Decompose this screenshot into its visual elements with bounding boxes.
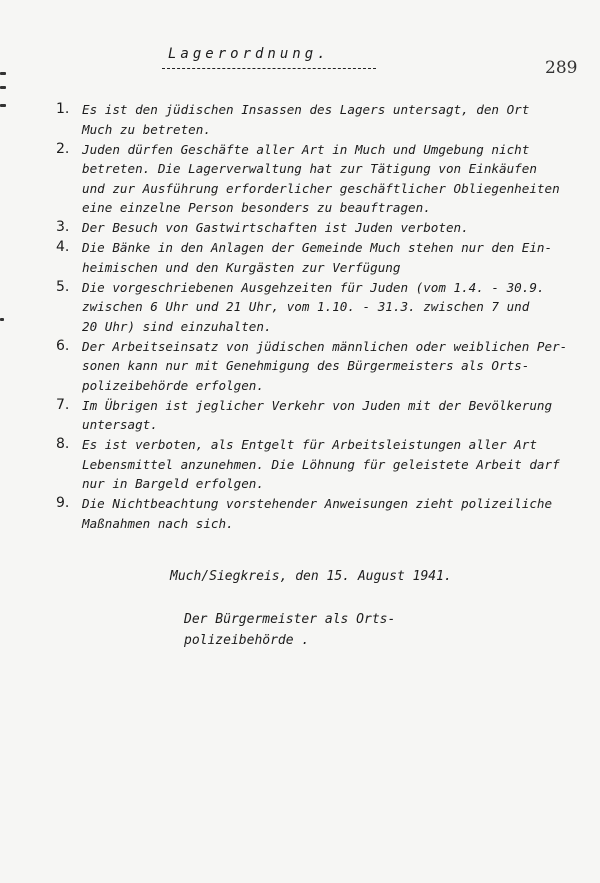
rule-text: Die vorgeschriebenen Ausgehzeiten für Juden (vom 1.4. - 30.9. zwischen 6 Uhr und 21 Uhr, vom 1.10. - 31.3. zwischen 7 und 20 Uhr) sind einzuhalten. (82, 279, 545, 334)
title-underline (162, 68, 376, 69)
rule-number: 3. (56, 219, 70, 235)
rule-item (52, 494, 592, 533)
rule-item (52, 140, 592, 218)
rule-item (52, 435, 592, 494)
rule-text: Die Bänke in den Anlagen der Gemeinde Much stehen nur den Ein- heimischen und den Kurgästen zur Verfügung (82, 240, 553, 275)
rule-item (52, 100, 592, 139)
rule-text: Die Nichtbeachtung vorstehender Anweisungen zieht polizeiliche Maßnahmen nach sich. (82, 496, 553, 531)
rule-text: Der Arbeitseinsatz von jüdischen männlichen oder weiblichen Per- sonen kann nur mit Genehmigung des Bürgermeisters als Orts- polizeibehörde erfolgen. (82, 338, 568, 393)
rule-item (52, 278, 592, 337)
rule-item (52, 396, 592, 435)
page-number: 289 (545, 58, 578, 78)
punch-hole-mark (0, 72, 6, 75)
place-date: Much/Siegkreis, den 15. August 1941. (170, 569, 452, 584)
rule-item (52, 337, 592, 396)
punch-hole-mark (0, 318, 4, 321)
rule-text: Der Besuch von Gastwirtschaften ist Juden verboten. (82, 220, 469, 235)
punch-hole-mark (0, 86, 6, 89)
rule-text: Es ist verboten, als Entgelt für Arbeitsleistungen aller Art Lebensmittel anzunehmen. Die Löhnung für geleistete Arbeit darf nur in Bargeld erfolgen. (82, 437, 560, 491)
signature-block: Der Bürgermeister als Orts- polizeibehörde . (184, 612, 396, 648)
rule-number: 5. (56, 278, 70, 295)
rule-text: Im Übrigen ist jeglicher Verkehr von Juden mit der Bevölkerung untersagt. (82, 397, 553, 432)
rule-number: 4. (56, 239, 70, 255)
rule-item (52, 238, 592, 277)
rule-number: 2. (56, 140, 70, 157)
rule-number: 1. (56, 101, 70, 117)
rule-text: Es ist den jüdischen Insassen des Lagers untersagt, den Ort Much zu betreten. (82, 102, 530, 137)
punch-hole-mark (0, 104, 6, 107)
rule-number: 6. (56, 337, 70, 354)
rule-number: 7. (56, 396, 70, 413)
rules-list (52, 100, 592, 534)
rule-text: Juden dürfen Geschäfte aller Art in Much und Umgebung nicht betreten. Die Lagerverwaltung hat zur Tätigung von Einkäufen und zur Ausführung erforderlicher geschäftlicher Obliegenheiten eine einzelne Person besonders zu beauftragen. (82, 141, 560, 215)
rule-number: 8. (56, 436, 70, 452)
rule-item (52, 218, 592, 238)
document-title: Lagerordnung. (168, 46, 330, 62)
rule-number: 9. (56, 495, 70, 511)
